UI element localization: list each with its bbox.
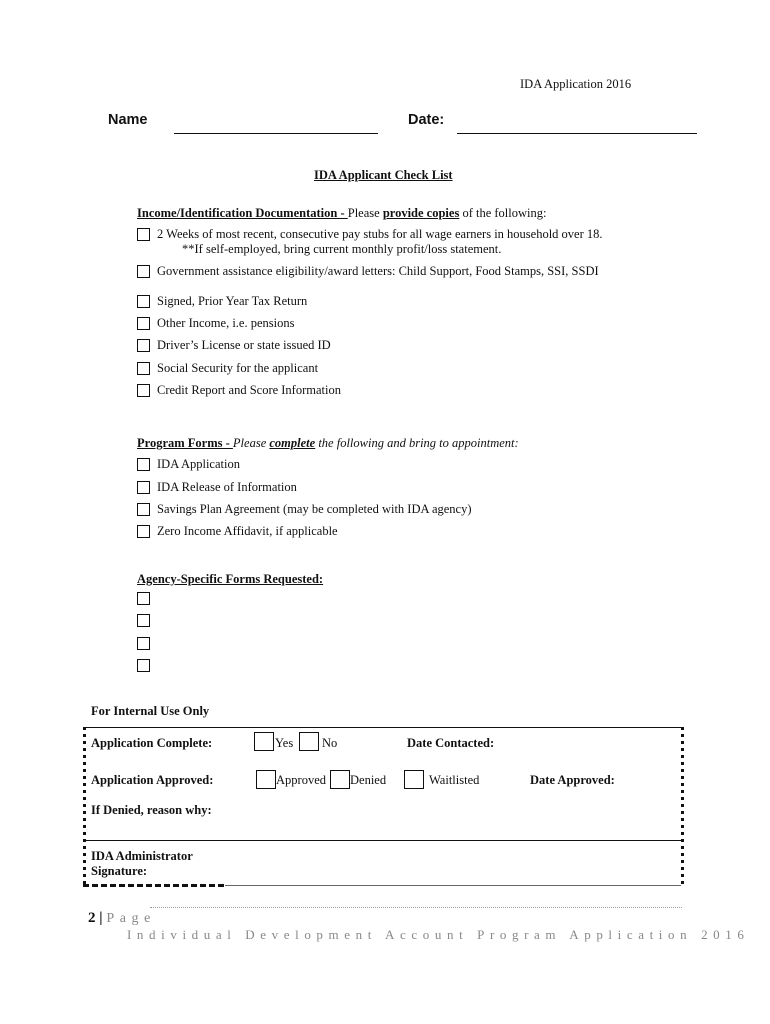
program-forms-trail: the following and bring to appointment: bbox=[315, 436, 519, 450]
name-field[interactable] bbox=[174, 133, 378, 134]
income-heading-title: Income/Identification Documentation - bbox=[137, 206, 348, 220]
income-heading-trail: of the following: bbox=[459, 206, 547, 220]
agency-forms-heading: Agency-Specific Forms Requested: bbox=[137, 572, 324, 586]
document-title: IDA Application 2016 bbox=[520, 77, 632, 91]
internal-use-heading: For Internal Use Only bbox=[91, 704, 210, 718]
page-separator: | bbox=[99, 910, 103, 926]
checkbox[interactable] bbox=[137, 481, 150, 494]
application-complete-label: Application Complete: bbox=[91, 736, 213, 750]
income-item-label: Signed, Prior Year Tax Return bbox=[157, 294, 308, 308]
name-label: Name bbox=[108, 112, 148, 128]
checkbox[interactable] bbox=[137, 503, 150, 516]
footer-program-title: Individual Development Account Program Application 2016 bbox=[127, 927, 750, 942]
checkbox[interactable] bbox=[137, 265, 150, 278]
date-contacted-label: Date Contacted: bbox=[407, 736, 495, 750]
income-item-label: Other Income, i.e. pensions bbox=[157, 316, 295, 330]
checkbox[interactable] bbox=[137, 339, 150, 352]
agency-form-checkbox[interactable] bbox=[137, 659, 150, 672]
box-top-border bbox=[86, 727, 681, 728]
income-heading-lead: Please bbox=[347, 206, 383, 220]
no-label: No bbox=[322, 736, 338, 750]
program-form-label: IDA Application bbox=[157, 457, 240, 471]
denied-checkbox[interactable] bbox=[330, 770, 350, 789]
box-bottom-line bbox=[225, 885, 681, 886]
program-form-label: Zero Income Affidavit, if applicable bbox=[157, 524, 338, 538]
signature-label: Signature: bbox=[91, 864, 148, 878]
no-checkbox[interactable] bbox=[299, 732, 319, 751]
checkbox[interactable] bbox=[137, 295, 150, 308]
income-item-label: Social Security for the applicant bbox=[157, 361, 319, 375]
waitlisted-checkbox[interactable] bbox=[404, 770, 424, 789]
box-bottom-border bbox=[83, 884, 224, 887]
program-forms-heading bbox=[137, 436, 519, 451]
page-number-group bbox=[88, 910, 156, 927]
waitlisted-label: Waitlisted bbox=[429, 773, 480, 787]
approved-checkbox[interactable] bbox=[256, 770, 276, 789]
date-approved-label: Date Approved: bbox=[530, 773, 615, 787]
yes-label: Yes bbox=[275, 736, 294, 750]
date-field[interactable] bbox=[457, 133, 697, 134]
agency-form-checkbox[interactable] bbox=[137, 614, 150, 627]
self-employed-note: **If self-employed, bring current monthly profit/loss statement. bbox=[182, 242, 502, 256]
checkbox[interactable] bbox=[137, 317, 150, 330]
income-heading-emph: provide copies bbox=[382, 206, 460, 220]
approved-label: Approved bbox=[276, 773, 326, 787]
box-right-border bbox=[681, 727, 684, 887]
checkbox[interactable] bbox=[137, 458, 150, 471]
program-forms-emph: complete bbox=[269, 436, 316, 450]
checkbox[interactable] bbox=[137, 362, 150, 375]
box-divider bbox=[86, 840, 681, 841]
income-item-label: 2 Weeks of most recent, consecutive pay stubs for all wage earners in household over 18. bbox=[157, 227, 603, 241]
checkbox[interactable] bbox=[137, 228, 150, 241]
box-left-border bbox=[83, 727, 86, 887]
footer-rule bbox=[150, 907, 682, 908]
agency-form-checkbox[interactable] bbox=[137, 592, 150, 605]
income-item-label: Driver’s License or state issued ID bbox=[157, 338, 331, 352]
program-forms-title: Program Forms - bbox=[137, 436, 233, 450]
income-item-label: Government assistance eligibility/award letters: Child Support, Food Stamps, SSI, SSDI bbox=[157, 264, 599, 278]
yes-checkbox[interactable] bbox=[254, 732, 274, 751]
page-word: Page bbox=[106, 911, 156, 926]
checkbox[interactable] bbox=[137, 525, 150, 538]
denied-label: Denied bbox=[350, 773, 387, 787]
program-form-label: IDA Release of Information bbox=[157, 480, 297, 494]
program-form-label: Savings Plan Agreement (may be completed with IDA agency) bbox=[157, 502, 472, 516]
administrator-label: IDA Administrator bbox=[91, 849, 193, 863]
page-number: 2 bbox=[88, 910, 96, 926]
date-label: Date: bbox=[408, 112, 445, 128]
application-approved-label: Application Approved: bbox=[91, 773, 214, 787]
checklist-title: IDA Applicant Check List bbox=[314, 168, 453, 182]
checkbox[interactable] bbox=[137, 384, 150, 397]
agency-form-checkbox[interactable] bbox=[137, 637, 150, 650]
income-heading bbox=[137, 206, 546, 221]
income-item-label: Credit Report and Score Information bbox=[157, 383, 341, 397]
program-forms-lead: Please bbox=[232, 436, 270, 450]
denied-reason-label: If Denied, reason why: bbox=[91, 803, 212, 817]
